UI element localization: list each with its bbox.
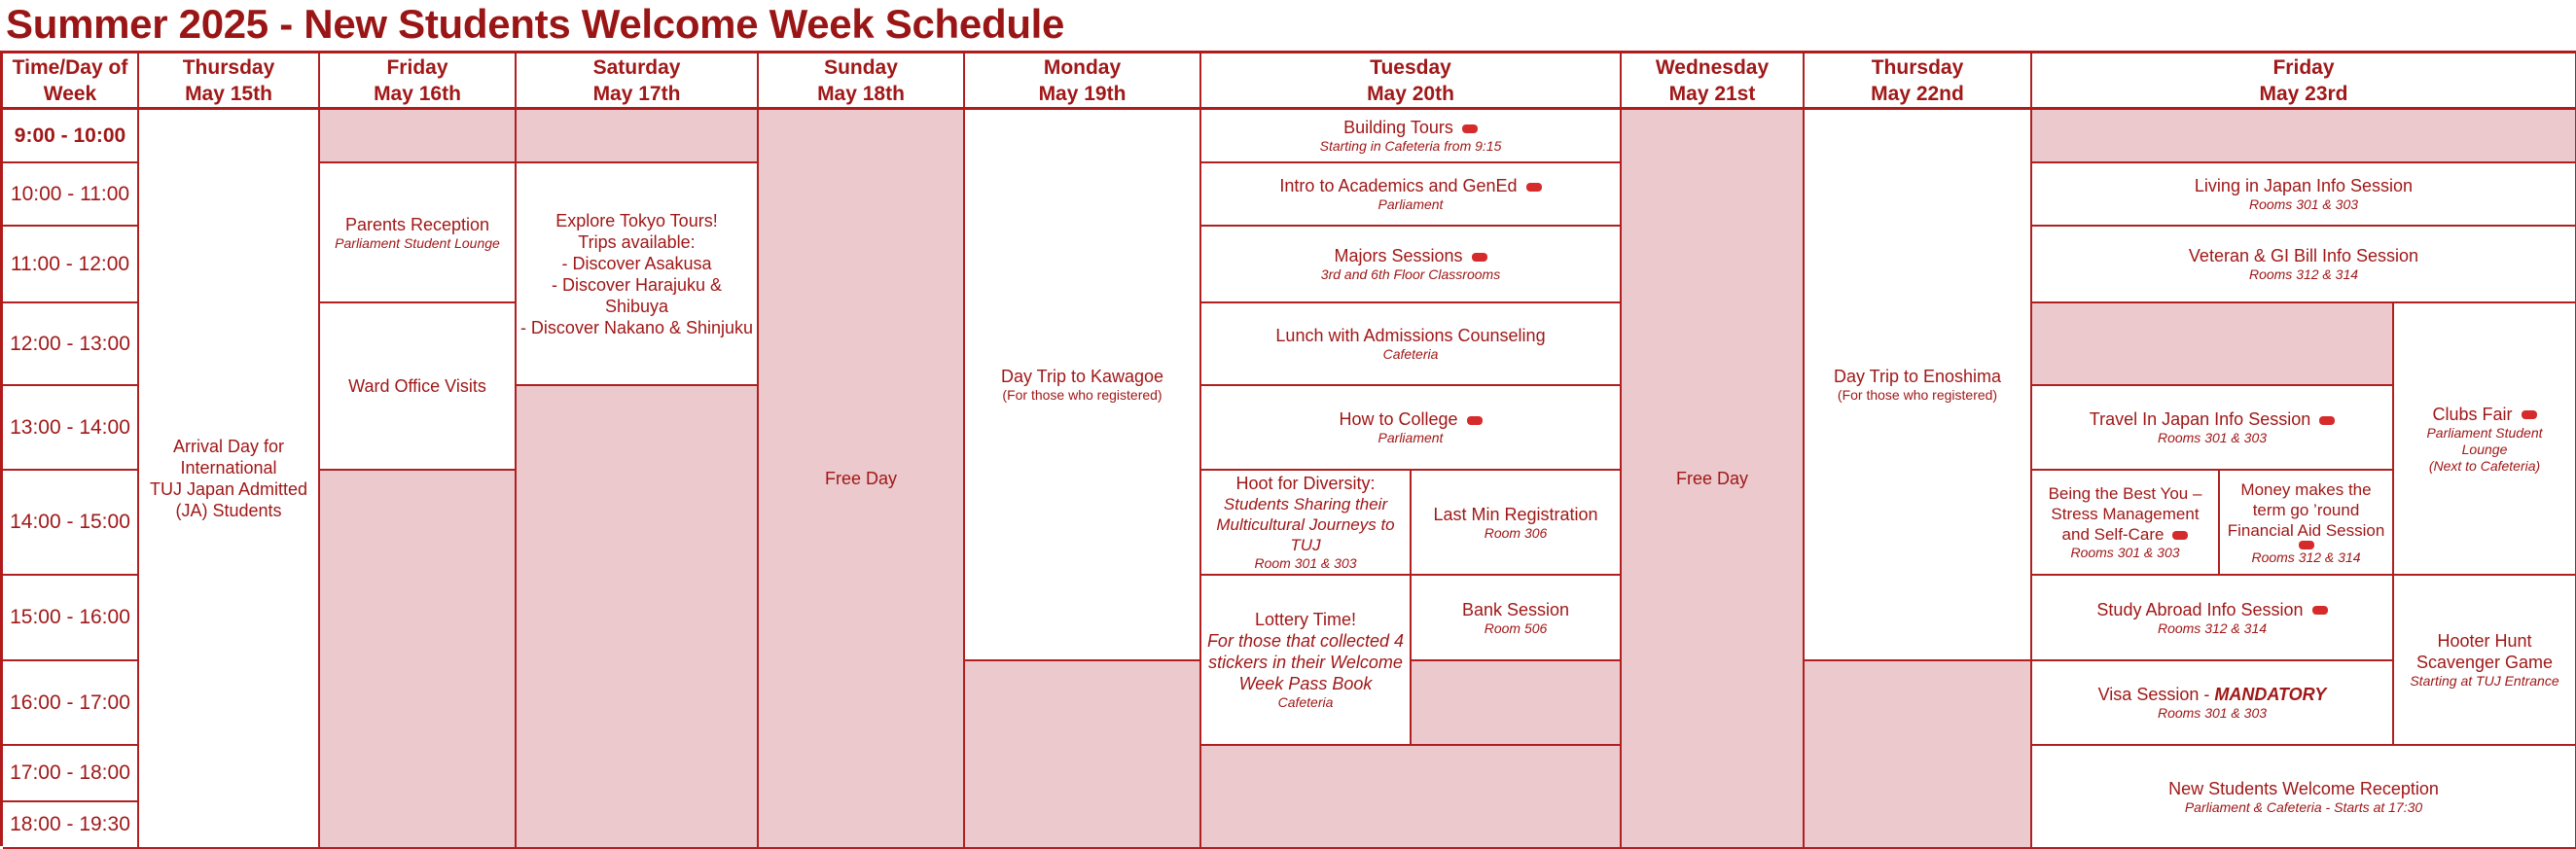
event-title: Lottery Time! [1254, 610, 1357, 629]
event-title: Scavenger Game [2415, 653, 2554, 672]
event-note: (For those who registered) [1837, 387, 1998, 403]
event-desc: For those that collected 4 [1206, 631, 1405, 651]
time-slot: 9:00 - 10:00 [3, 110, 139, 163]
event-title: Parents Reception [344, 214, 490, 234]
event-desc: Multicultural Journeys to TUJ [1216, 515, 1395, 554]
event-title: Ward Office Visits [348, 376, 486, 396]
day-name: Sunday [824, 55, 898, 79]
header-day-wed21 [1622, 53, 1805, 110]
day-name: Wednesday [1655, 55, 1770, 79]
event-title: Bank Session [1461, 599, 1570, 619]
day-date: May 18th [817, 82, 905, 105]
event-line: Shibuya [604, 296, 669, 316]
empty-slot [320, 471, 517, 849]
header-day-thu22 [1805, 53, 2032, 110]
event-title: Day Trip to Kawagoe [1000, 367, 1164, 386]
day-date: May 15th [185, 82, 272, 105]
sticker-icon [1467, 416, 1483, 425]
day-name: Friday [2272, 55, 2335, 79]
event-ward-office-visits [320, 303, 517, 471]
empty-slot [965, 661, 1201, 849]
day-date: May 16th [374, 82, 461, 105]
time-slot: 12:00 - 13:00 [3, 303, 139, 386]
event-line: Arrival Day for [172, 437, 285, 456]
event-title: Being the Best You – [2048, 484, 2202, 503]
event-hoot-for-diversity [1201, 471, 1412, 576]
event-location: Parliament [1377, 196, 1444, 212]
event-location: Cafeteria [1277, 694, 1334, 710]
sticker-icon [2319, 416, 2335, 425]
header-day-sun18 [759, 53, 965, 110]
event-how-to-college [1201, 386, 1622, 471]
event-line: TUJ Japan Admitted [149, 479, 308, 499]
page-title: Summer 2025 - New Students Welcome Week Schedule [6, 1, 1065, 47]
sticker-icon [1462, 124, 1478, 133]
schedule-grid [0, 51, 2576, 846]
day-date: May 19th [1038, 82, 1127, 105]
event-line: - Discover Harajuku & [551, 274, 723, 295]
header-day-mon19 [965, 53, 1201, 110]
event-lottery-time [1201, 576, 1412, 746]
event-line: - Discover Nakano & Shinjuku [519, 317, 754, 337]
event-note: (For those who registered) [1002, 387, 1163, 403]
time-slot: 11:00 - 12:00 [3, 227, 139, 303]
header-day-tue20 [1201, 53, 1622, 110]
event-location: Room 306 [1484, 524, 1548, 541]
event-day-trip-kawagoe [965, 110, 1201, 661]
event-title: New Students Welcome Reception [2168, 778, 2439, 798]
empty-slot [2032, 303, 2394, 386]
empty-slot [1201, 746, 1622, 849]
event-line: (JA) Students [175, 501, 282, 520]
event-title: and Self-Care [2061, 525, 2165, 544]
day-name: Thursday [1871, 55, 1964, 79]
empty-slot [517, 386, 759, 849]
event-desc: Students Sharing their [1223, 495, 1388, 513]
header-time-line1: Time/Day of [12, 55, 128, 79]
event-travel-in-japan [2032, 386, 2394, 471]
mandatory-label: MANDATORY [2214, 685, 2327, 704]
event-line: Trips available: [578, 231, 696, 252]
event-title: Lunch with Admissions Counseling [1275, 326, 1546, 345]
sticker-icon [2312, 606, 2328, 615]
day-date: May 21st [1668, 82, 1756, 105]
event-title: Building Tours [1343, 118, 1453, 137]
event-title: Visa Session - [2097, 685, 2215, 704]
event-location: Rooms 301 & 303 [2248, 196, 2359, 212]
event-location: Starting at TUJ Entrance [2410, 673, 2559, 689]
event-title: Travel In Japan Info Session [2089, 409, 2311, 429]
event-title: Hooter Hunt [2437, 631, 2532, 651]
time-slot: 17:00 - 18:00 [3, 746, 139, 802]
event-last-min-registration [1412, 471, 1622, 576]
sticker-icon [1472, 253, 1487, 262]
event-location: Parliament & Cafeteria - Starts at 17:30 [2184, 798, 2423, 815]
event-building-tours [1201, 110, 1622, 163]
event-veteran-gi-bill [2032, 227, 2576, 303]
sticker-icon [2172, 531, 2188, 540]
event-location: Starting in Cafeteria from 9:15 [1319, 138, 1502, 154]
event-clubs-fair [2394, 303, 2576, 576]
header-time-line2: Week [43, 82, 97, 105]
event-free-day [759, 110, 965, 849]
event-title: Majors Sessions [1334, 246, 1463, 265]
event-study-abroad [2032, 576, 2394, 661]
time-slot: 10:00 - 11:00 [3, 163, 139, 227]
empty-slot [1412, 661, 1622, 746]
event-location: Cafeteria [1382, 346, 1439, 362]
empty-slot [2032, 110, 2576, 163]
event-line: - Discover Asakusa [561, 253, 712, 273]
time-slot: 13:00 - 14:00 [3, 386, 139, 471]
sticker-icon [2522, 410, 2537, 419]
event-title: Clubs Fair [2432, 404, 2513, 424]
day-date: May 20th [1367, 82, 1454, 105]
day-name: Thursday [182, 55, 275, 79]
event-parents-reception [320, 163, 517, 303]
time-slot: 18:00 - 19:30 [3, 802, 139, 849]
day-date: May 23rd [2259, 82, 2348, 105]
event-free-day [1622, 110, 1805, 849]
event-financial-aid-session [2220, 471, 2394, 576]
event-title: Living in Japan Info Session [2194, 176, 2414, 195]
event-location: Rooms 301 & 303 [2157, 705, 2268, 721]
time-slot: 14:00 - 15:00 [3, 471, 139, 576]
event-intro-academics [1201, 163, 1622, 227]
event-title: term go ’round [2252, 500, 2360, 519]
event-location: 3rd and 6th Floor Classrooms [1320, 266, 1501, 282]
event-bank-session [1412, 576, 1622, 661]
event-title: Hoot for Diversity: [1235, 474, 1376, 493]
event-location: Lounge [2461, 441, 2508, 457]
header-day-sat17 [517, 53, 759, 110]
event-title: Free Day [1675, 469, 1749, 488]
day-name: Monday [1043, 55, 1122, 79]
event-title: Financial Aid Session [2227, 520, 2385, 540]
event-location: Rooms 301 & 303 [2157, 430, 2268, 445]
event-location: Room 506 [1484, 619, 1548, 636]
event-desc: stickers in their Welcome [1208, 653, 1403, 672]
event-title: How to College [1339, 409, 1458, 429]
header-day-fri23 [2032, 53, 2576, 110]
empty-slot [517, 110, 759, 163]
event-location: Parliament [1377, 430, 1444, 445]
header-time-col [3, 53, 139, 110]
event-title: Stress Management [2051, 505, 2200, 523]
event-location: (Next to Cafeteria) [2428, 457, 2541, 474]
time-slot: 15:00 - 16:00 [3, 576, 139, 661]
event-living-in-japan [2032, 163, 2576, 227]
time-slot: 16:00 - 17:00 [3, 661, 139, 746]
day-date: May 17th [592, 82, 681, 105]
event-title: Last Min Registration [1433, 504, 1598, 524]
event-location: Parliament Student [2426, 424, 2543, 441]
event-welcome-reception [2032, 746, 2576, 849]
event-title: Free Day [824, 469, 898, 488]
event-title: Veteran & GI Bill Info Session [2188, 246, 2419, 265]
day-date: May 22nd [1871, 82, 1964, 105]
event-line: Explore Tokyo Tours! [555, 210, 718, 230]
event-title: Money makes the [2240, 479, 2372, 499]
event-hooter-hunt [2394, 576, 2576, 746]
empty-slot [320, 110, 517, 163]
event-being-the-best-you [2032, 471, 2220, 576]
event-location: Rooms 301 & 303 [2070, 545, 2180, 560]
event-majors-sessions [1201, 227, 1622, 303]
event-day-trip-enoshima [1805, 110, 2032, 661]
event-explore-tokyo-tours [517, 163, 759, 386]
event-location: Rooms 312 & 314 [2157, 619, 2268, 636]
event-arrival-day [139, 110, 320, 849]
empty-slot [1805, 661, 2032, 849]
day-name: Saturday [592, 55, 681, 79]
event-location: Room 301 & 303 [1254, 555, 1357, 571]
event-visa-session [2032, 661, 2394, 746]
header-day-fri16 [320, 53, 517, 110]
split-cell [2032, 471, 2394, 576]
event-location: Parliament Student Lounge [335, 234, 500, 251]
sticker-icon [2299, 541, 2314, 549]
event-location: Rooms 312 & 314 [2248, 266, 2359, 282]
event-desc: Week Pass Book [1238, 674, 1373, 693]
event-title: Day Trip to Enoshima [1833, 367, 2002, 386]
sticker-icon [1526, 183, 1542, 192]
event-location: Rooms 312 & 314 [2251, 548, 2361, 565]
event-line: International [180, 458, 277, 478]
day-name: Tuesday [1370, 55, 1451, 79]
day-name: Friday [386, 55, 448, 79]
header-day-thu15 [139, 53, 320, 110]
event-title: Study Abroad Info Session [2096, 599, 2304, 619]
event-lunch-admissions [1201, 303, 1622, 386]
event-title: Intro to Academics and GenEd [1279, 176, 1518, 195]
